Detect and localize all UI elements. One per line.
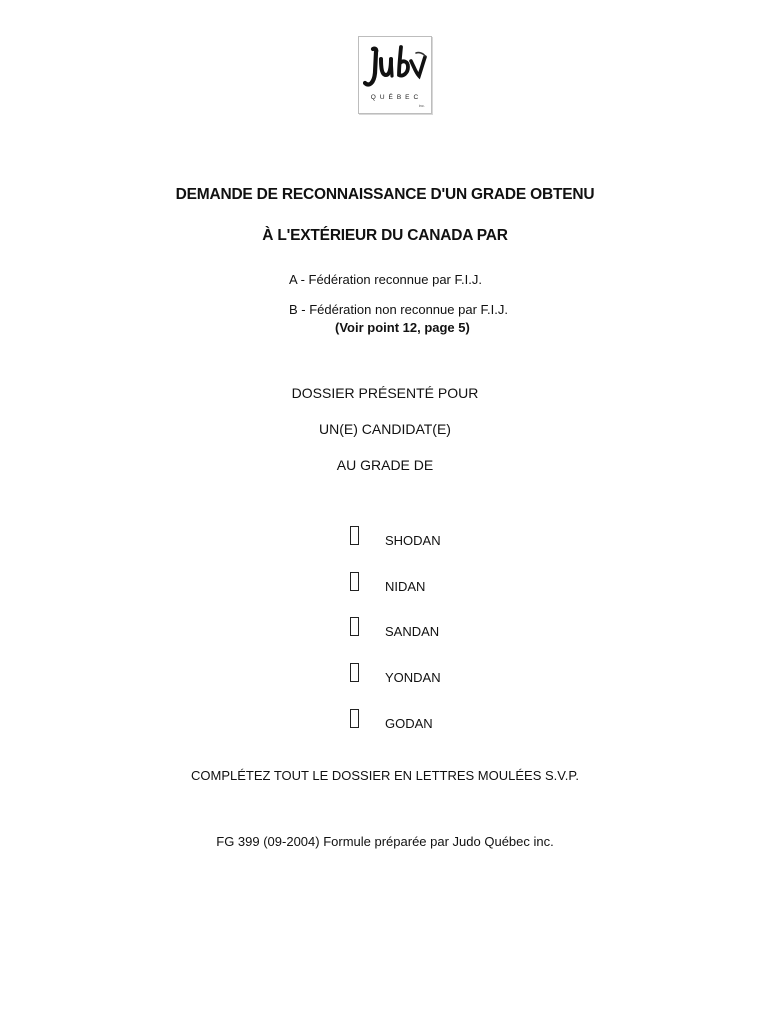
- grade-option-nidan[interactable]: [348, 572, 488, 602]
- grade-label: YONDAN: [385, 670, 441, 685]
- grade-option-sandan[interactable]: [348, 617, 488, 647]
- form-title-line2: À L'EXTÉRIEUR DU CANADA PAR: [262, 227, 508, 244]
- grade-checkbox[interactable]: [350, 526, 359, 545]
- dossier-line1: DOSSIER PRÉSENTÉ POUR: [291, 385, 479, 401]
- option-b-note: (Voir point 12, page 5): [335, 320, 470, 335]
- grade-checkbox[interactable]: [350, 663, 359, 682]
- option-a-text: A - Fédération reconnue par F.I.J.: [289, 272, 482, 287]
- grade-checkbox[interactable]: [350, 709, 359, 728]
- logo-suffix: inc.: [418, 103, 425, 108]
- grade-option-shodan[interactable]: [348, 526, 488, 556]
- grade-checkbox[interactable]: [350, 617, 359, 636]
- instructions-text: COMPLÉTEZ TOUT LE DOSSIER EN LETTRES MOULÉES S.V.P.: [191, 768, 579, 783]
- grade-option-godan[interactable]: [348, 709, 488, 739]
- grade-checkbox[interactable]: [350, 572, 359, 591]
- option-b-text: B - Fédération non reconnue par F.I.J.: [289, 302, 508, 317]
- grade-label: SANDAN: [385, 624, 440, 639]
- judo-wordmark-icon: [363, 43, 427, 93]
- dossier-line3: AU GRADE DE: [336, 457, 434, 473]
- judo-quebec-logo: [358, 36, 432, 114]
- logo-subtitle: QUÉBEC: [370, 94, 423, 101]
- form-title-line1: DEMANDE DE RECONNAISSANCE D'UN GRADE OBTENU: [175, 186, 595, 203]
- dossier-line2: UN(E) CANDIDAT(E): [319, 421, 451, 437]
- grade-label: SHODAN: [385, 533, 441, 548]
- grade-label: GODAN: [385, 716, 433, 731]
- form-reference-footer: FG 399 (09-2004) Formule préparée par Judo Québec inc.: [216, 834, 554, 849]
- grade-option-yondan[interactable]: [348, 663, 488, 693]
- grade-label: NIDAN: [385, 579, 426, 594]
